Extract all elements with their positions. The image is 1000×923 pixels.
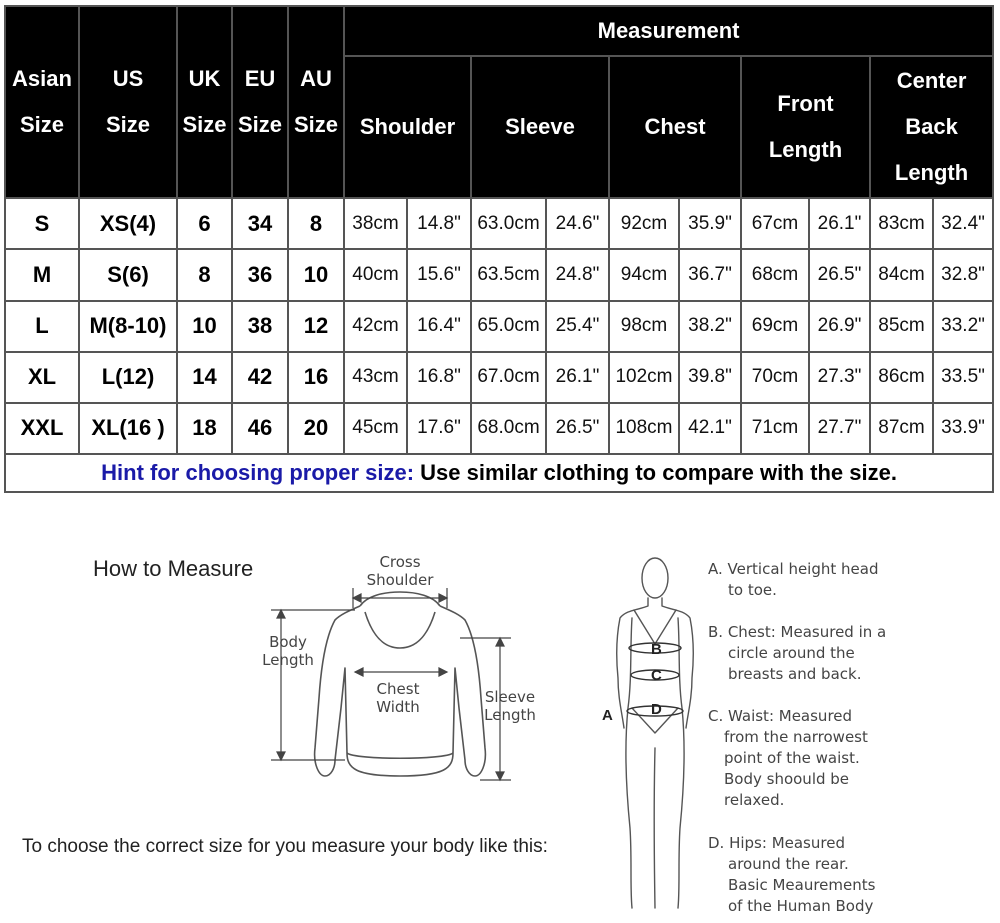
table-row: [5, 403, 993, 454]
uk-size-cell: 14: [177, 352, 232, 403]
us-size-cell: S(6): [79, 249, 177, 300]
sleeve-in-cell: 26.1": [546, 352, 609, 403]
chest-cm-cell: 102cm: [609, 352, 679, 403]
shoulder-in-cell: 16.8": [407, 352, 471, 403]
body-mark-b: B: [651, 641, 662, 658]
eu-size-cell: 36: [232, 249, 288, 300]
head-outline: [642, 558, 668, 598]
header-center-back-length: Center Back Length: [870, 56, 993, 198]
au-size-cell: 8: [288, 198, 344, 249]
sleeve-cm-cell: 63.5cm: [471, 249, 546, 300]
front-length-cm-cell: 71cm: [741, 403, 809, 454]
uk-size-cell: 6: [177, 198, 232, 249]
chest-in-cell: 38.2": [679, 301, 741, 352]
back-length-cm-cell: 87cm: [870, 403, 933, 454]
sleeve-cm-cell: 68.0cm: [471, 403, 546, 454]
front-length-in-cell: 26.5": [809, 249, 870, 300]
table-row: [5, 352, 993, 403]
human-body-diagram: [598, 548, 702, 920]
shoulder-cm-cell: 40cm: [344, 249, 407, 300]
back-length-cm-cell: 86cm: [870, 352, 933, 403]
header-asian-size: Asian Size: [5, 6, 79, 198]
shoulder-in-cell: 17.6": [407, 403, 471, 454]
body-length-arrowhead-bottom: [277, 752, 285, 760]
front-length-in-cell: 27.7": [809, 403, 870, 454]
sleeve-in-cell: 24.8": [546, 249, 609, 300]
header-uk-size: UK Size: [177, 6, 232, 198]
asian-size-cell: L: [5, 301, 79, 352]
back-length-cm-cell: 83cm: [870, 198, 933, 249]
back-length-in-cell: 32.8": [933, 249, 993, 300]
leg-divider: [654, 748, 655, 908]
us-size-cell: M(8-10): [79, 301, 177, 352]
front-length-in-cell: 26.9": [809, 301, 870, 352]
hint-label: Hint for choosing proper size:: [101, 459, 415, 485]
shoulder-cm-cell: 43cm: [344, 352, 407, 403]
sleeve-cm-cell: 65.0cm: [471, 301, 546, 352]
body-mark-c: C: [651, 667, 662, 684]
sleeve-in-cell: 26.5": [546, 403, 609, 454]
au-size-cell: 10: [288, 249, 344, 300]
chest-width-arrowhead-right: [439, 668, 447, 676]
asian-size-cell: M: [5, 249, 79, 300]
swimsuit-top: [634, 610, 676, 644]
us-size-cell: L(12): [79, 352, 177, 403]
eu-size-cell: 38: [232, 301, 288, 352]
us-size-cell: XL(16 ): [79, 403, 177, 454]
table-row: [5, 198, 993, 249]
hint-text: Use similar clothing to compare with the size.: [414, 459, 897, 485]
chest-cm-cell: 94cm: [609, 249, 679, 300]
front-length-cm-cell: 69cm: [741, 301, 809, 352]
size-chart-table: [4, 5, 994, 493]
front-length-in-cell: 26.1": [809, 198, 870, 249]
front-length-cm-cell: 67cm: [741, 198, 809, 249]
chest-in-cell: 39.8": [679, 352, 741, 403]
front-length-cm-cell: 68cm: [741, 249, 809, 300]
chest-in-cell: 35.9": [679, 198, 741, 249]
size-hint: [5, 454, 993, 492]
uk-size-cell: 8: [177, 249, 232, 300]
chest-width-label: Chest Width: [376, 680, 420, 716]
body-mark-d: D: [651, 701, 662, 718]
chest-in-cell: 42.1": [679, 403, 741, 454]
table-row: [5, 249, 993, 300]
front-length-in-cell: 27.3": [809, 352, 870, 403]
shoulder-in-cell: 14.8": [407, 198, 471, 249]
eu-size-cell: 46: [232, 403, 288, 454]
back-length-in-cell: 33.2": [933, 301, 993, 352]
eu-size-cell: 34: [232, 198, 288, 249]
header-front-length: Front Length: [741, 56, 870, 198]
sleeve-cm-cell: 67.0cm: [471, 352, 546, 403]
sleeve-length-arrowhead-bottom: [496, 772, 504, 780]
sweater-hem: [347, 753, 453, 758]
note-vertical-height: A. Vertical height head to toe.: [708, 560, 879, 599]
shoulder-cm-cell: 45cm: [344, 403, 407, 454]
header-sleeve: Sleeve: [471, 56, 609, 198]
us-size-cell: XS(4): [79, 198, 177, 249]
header-us-size: US Size: [79, 6, 177, 198]
au-size-cell: 16: [288, 352, 344, 403]
back-length-in-cell: 33.9": [933, 403, 993, 454]
back-length-in-cell: 33.5": [933, 352, 993, 403]
cross-shoulder-arrowhead-right: [439, 594, 447, 602]
body-mark-a: A: [602, 707, 613, 724]
header-shoulder: Shoulder: [344, 56, 471, 198]
chest-cm-cell: 92cm: [609, 198, 679, 249]
how-to-measure-title: How to Measure: [93, 556, 254, 581]
right-body-outline: [678, 618, 684, 908]
left-body-outline: [626, 618, 632, 908]
sleeve-in-cell: 25.4": [546, 301, 609, 352]
sweater-neckline: [360, 592, 440, 606]
sweater-collar: [365, 612, 435, 648]
header-chest: Chest: [609, 56, 741, 198]
cross-shoulder-arrowhead-left: [353, 594, 361, 602]
back-length-in-cell: 32.4": [933, 198, 993, 249]
note-waist: C. Waist: Measured from the narrowest point of the waist. Body shoould be relaxed.: [708, 707, 868, 809]
measure-instruction: To choose the correct size for you measure your body like this:: [22, 836, 548, 857]
asian-size-cell: XXL: [5, 403, 79, 454]
shoulder-in-cell: 16.4": [407, 301, 471, 352]
uk-size-cell: 18: [177, 403, 232, 454]
cross-shoulder-label: Cross Shoulder: [366, 553, 434, 589]
shoulder-cm-cell: 42cm: [344, 301, 407, 352]
note-hips: D. Hips: Measured around the rear. Basic Meaurements of the Human Body: [708, 834, 876, 915]
back-length-cm-cell: 84cm: [870, 249, 933, 300]
body-length-label: Body Length: [262, 633, 314, 669]
shoulder-cm-cell: 38cm: [344, 198, 407, 249]
header-au-size: AU Size: [288, 6, 344, 198]
sleeve-in-cell: 24.6": [546, 198, 609, 249]
eu-size-cell: 42: [232, 352, 288, 403]
au-size-cell: 20: [288, 403, 344, 454]
header-eu-size: EU Size: [232, 6, 288, 198]
chest-cm-cell: 108cm: [609, 403, 679, 454]
front-length-cm-cell: 70cm: [741, 352, 809, 403]
sleeve-length-label: Sleeve Length: [484, 688, 536, 724]
asian-size-cell: S: [5, 198, 79, 249]
sleeve-length-arrowhead-top: [496, 638, 504, 646]
chest-in-cell: 36.7": [679, 249, 741, 300]
table-row: [5, 301, 993, 352]
chest-width-arrowhead-left: [355, 668, 363, 676]
sleeve-cm-cell: 63.0cm: [471, 198, 546, 249]
body-length-arrowhead-top: [277, 610, 285, 618]
au-size-cell: 12: [288, 301, 344, 352]
uk-size-cell: 10: [177, 301, 232, 352]
back-length-cm-cell: 85cm: [870, 301, 933, 352]
chest-cm-cell: 98cm: [609, 301, 679, 352]
shoulder-in-cell: 15.6": [407, 249, 471, 300]
header-measurement: Measurement: [344, 6, 993, 56]
asian-size-cell: XL: [5, 352, 79, 403]
note-chest: B. Chest: Measured in a circle around the breasts and back.: [708, 623, 887, 683]
